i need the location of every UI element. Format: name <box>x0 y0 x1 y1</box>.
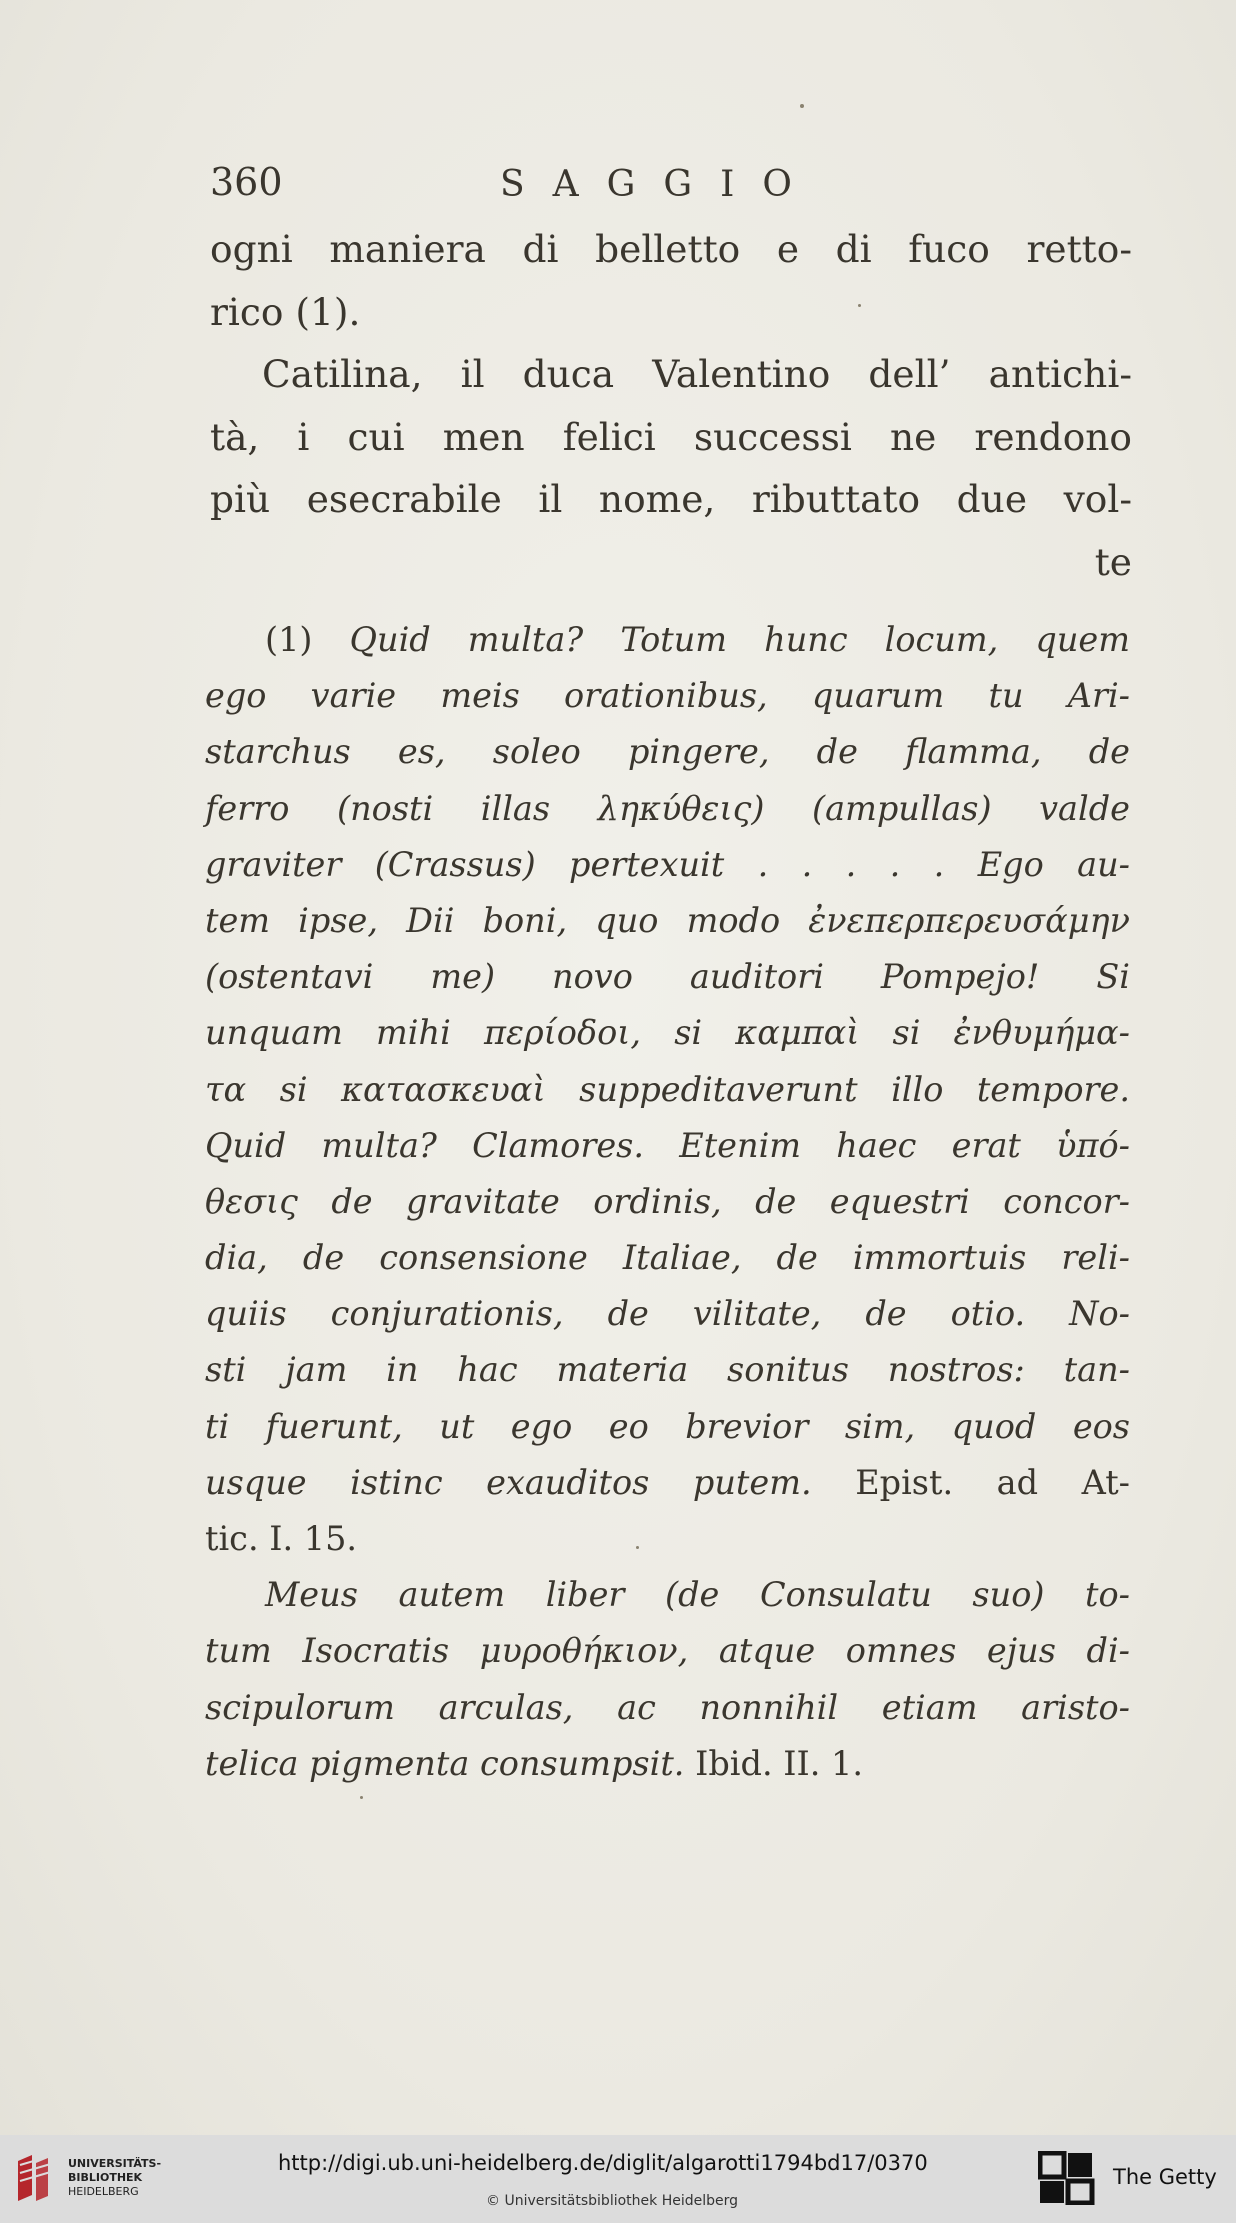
library-name-line: UNIVERSITÄTS- <box>68 2157 162 2170</box>
main-text <box>210 218 1132 591</box>
footnote-line <box>205 612 1130 668</box>
ink-speck <box>800 104 804 108</box>
footnote-line: (ostentavi me) novo auditori Pompejo! Si <box>205 957 1130 997</box>
footnote-line: graviter (Crassus) pertexuit . . . . . Ego au- <box>205 844 1130 884</box>
footnote-line: dia, de consensione Italiae, de immortuis reli- <box>205 1238 1130 1278</box>
footnote-line: Quid multa? Clamores. Etenim haec erat ὑπό- <box>205 1125 1130 1165</box>
text-line: rico (1). <box>210 289 361 334</box>
library-name <box>68 2157 161 2199</box>
permalink-url[interactable]: http://digi.ub.uni-heidelberg.de/diglit/algarotti1794bd17/0370 <box>278 2151 928 2175</box>
footnote-text: Quid multa? Totum hunc locum, quem <box>349 620 1130 659</box>
footnote-line: unquam mihi περίοδοι, si καμπαὶ si ἐνθυμήμα- <box>205 1013 1130 1053</box>
partner-name: The Getty <box>1113 2165 1217 2189</box>
catchword: te <box>1094 539 1132 584</box>
footnote-line: sti jam in hac materia sonitus nostros: tan- <box>205 1350 1130 1390</box>
running-head: SAGGIO <box>500 164 820 205</box>
footnote-line: θεσις de gravitate ordinis, de equestri concor- <box>205 1181 1130 1221</box>
library-name-line: HEIDELBERG <box>68 2185 139 2198</box>
footnote-text: usque istinc exauditos putem. <box>205 1462 812 1502</box>
text-line: più esecrabile il nome, ributtato due vol- <box>210 477 1132 521</box>
text-line: ogni maniera di belletto e di fuco retto- <box>210 227 1132 271</box>
footnote-line <box>205 1736 1130 1792</box>
library-name-line: BIBLIOTHEK <box>68 2171 143 2184</box>
footer-bar <box>0 2135 1236 2223</box>
footnote-line: tem ipse, Dii boni, quo modo ἐνεπερπερευσάμην <box>205 900 1130 940</box>
text-line: tà, i cui men felici successi ne rendono <box>210 414 1132 459</box>
footnote-line: quiis conjurationis, de vilitate, de otio. No- <box>205 1294 1130 1334</box>
university-library-logo-icon <box>14 2151 60 2205</box>
footnote-marker: (1) <box>265 620 313 659</box>
footnote-line: Meus autem liber (de Consulatu suo) to- <box>265 1575 1130 1615</box>
footnote-line: τα si κατασκευαὶ suppeditaverunt illo tempore. <box>205 1069 1130 1109</box>
footnote-line: tum Isocratis μυροθήκιον, atque omnes ejus di- <box>205 1631 1130 1671</box>
footnote-citation-end: tic. I. 15. <box>205 1519 358 1558</box>
footnote-citation: Ibid. II. 1. <box>695 1743 863 1783</box>
page-number: 360 <box>210 160 283 204</box>
footnote-text: telica pigmenta consumpsit. <box>205 1743 685 1783</box>
page-header <box>210 160 1030 210</box>
getty-logo-icon <box>1038 2151 1096 2205</box>
footnotes <box>205 612 1130 1792</box>
ink-speck <box>360 1796 363 1799</box>
footnote-line: scipulorum arculas, ac nonnihil etiam aristo- <box>205 1687 1130 1727</box>
footnote-citation: Epist. ad At- <box>855 1462 1130 1502</box>
footnote-line: ego varie meis orationibus, quarum tu Ari- <box>205 676 1130 716</box>
footnote-line: ferro (nosti illas ληκύθεις) (ampullas) valde <box>205 788 1130 828</box>
text-line: Catilina, il duca Valentino dell’ antichi- <box>262 352 1132 396</box>
footnote-line: starchus es, soleo pingere, de flamma, de <box>205 732 1130 772</box>
footnote-line <box>205 1455 1130 1511</box>
footnote-line: ti fuerunt, ut ego eo brevior sim, quod eos <box>205 1406 1130 1446</box>
copyright-text: © Universitätsbibliothek Heidelberg <box>486 2193 739 2209</box>
